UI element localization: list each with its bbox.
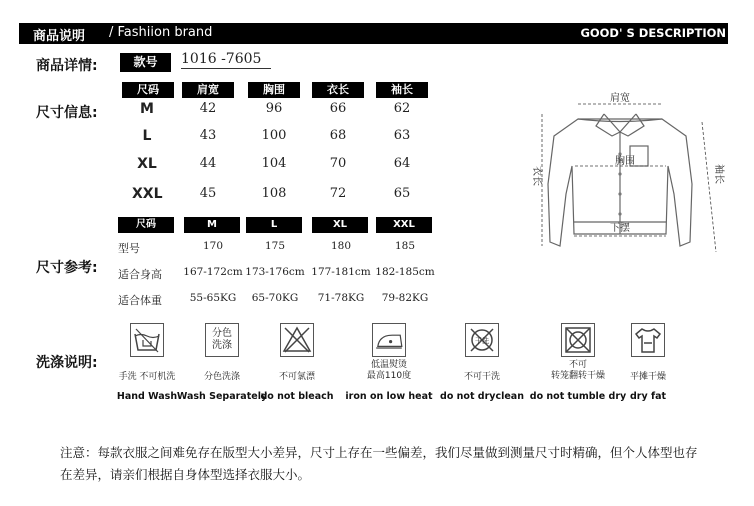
diagram-chest-label: 胸围 bbox=[615, 156, 635, 167]
size-ref-value-cell: 185 bbox=[394, 240, 416, 252]
size-ref-value-cell: 71-78KG bbox=[317, 292, 365, 304]
size-ref-value-cell: 177-181cm bbox=[311, 266, 371, 278]
care-label-en: do not bleach bbox=[260, 391, 334, 402]
details-label: 商品详情: bbox=[36, 58, 98, 74]
size-ref-header: 尺码 bbox=[118, 217, 174, 233]
size-info-value-cell: 44 bbox=[199, 156, 217, 171]
size-info-header: 衣长 bbox=[312, 82, 364, 98]
size-ref-header: M bbox=[184, 217, 240, 233]
no-dryclean-icon bbox=[465, 323, 499, 357]
header-title-cn: 商品说明 bbox=[33, 29, 86, 44]
dryclean-icon-text: 干洗 bbox=[475, 337, 489, 345]
care-label-cn: 不可氯漂 bbox=[278, 372, 315, 382]
size-info-label: 尺寸信息: bbox=[36, 105, 98, 121]
care-label-cn: 不可干洗 bbox=[463, 372, 500, 382]
size-info-value-cell: 104 bbox=[261, 156, 287, 171]
size-ref-row-label: 适合体重 bbox=[118, 294, 162, 307]
size-info-value-cell: 68 bbox=[329, 128, 347, 143]
size-info-value-cell: 72 bbox=[329, 186, 347, 201]
size-info-value-cell: 63 bbox=[393, 128, 411, 143]
diagram-hem-label: 下摆 bbox=[610, 223, 630, 234]
size-info-value-cell: 64 bbox=[393, 156, 411, 171]
care-label-en: do not tumble dry bbox=[529, 391, 627, 402]
hand-wash-icon bbox=[130, 323, 164, 357]
size-ref-value-cell: 173-176cm bbox=[245, 266, 305, 278]
size-info-value-cell: 108 bbox=[261, 186, 287, 201]
low-iron-icon bbox=[372, 323, 406, 357]
size-info-size-cell: M bbox=[140, 101, 154, 117]
size-info-header: 尺码 bbox=[122, 82, 174, 98]
diagram-sleeve-label: 袖长 bbox=[713, 164, 724, 184]
size-info-header: 肩宽 bbox=[182, 82, 234, 98]
size-ref-value-cell: 55-65KG bbox=[189, 292, 237, 304]
size-info-value-cell: 62 bbox=[393, 101, 411, 116]
size-info-size-cell: XXL bbox=[132, 186, 163, 202]
wash-separately-icon: 分色 洗涤 bbox=[205, 323, 239, 357]
model-value: 1016 -7605 bbox=[181, 51, 271, 69]
header-bar bbox=[19, 23, 728, 44]
care-label-en: iron on low heat bbox=[345, 391, 433, 402]
size-ref-value-cell: 175 bbox=[264, 240, 286, 252]
care-label-en: do not dryclean bbox=[440, 391, 524, 402]
header-title-en: / Fashiion brand bbox=[109, 25, 213, 40]
shirt-diagram bbox=[520, 74, 732, 264]
diagram-length-label: 衣长 bbox=[531, 166, 542, 186]
size-ref-value-cell: 79-82KG bbox=[381, 292, 429, 304]
care-label-cn: 低温熨烫 最高110度 bbox=[366, 360, 412, 381]
header-right-title: GOOD' S DESCRIPTION bbox=[580, 26, 726, 40]
size-ref-value-cell: 167-172cm bbox=[183, 266, 243, 278]
size-info-value-cell: 43 bbox=[199, 128, 217, 143]
size-info-size-cell: XL bbox=[137, 156, 157, 172]
size-info-header: 袖长 bbox=[376, 82, 428, 98]
size-ref-value-cell: 65-70KG bbox=[251, 292, 299, 304]
size-info-value-cell: 45 bbox=[199, 186, 217, 201]
size-info-value-cell: 70 bbox=[329, 156, 347, 171]
size-info-value-cell: 66 bbox=[329, 101, 347, 116]
size-ref-header: XL bbox=[312, 217, 368, 233]
care-label-cn: 分色洗涤 bbox=[203, 372, 240, 382]
size-ref-row-label: 型号 bbox=[118, 242, 140, 255]
size-ref-header: L bbox=[246, 217, 302, 233]
size-ref-label: 尺寸参考: bbox=[36, 260, 98, 276]
care-label-cn: 手洗 不可机洗 bbox=[118, 372, 176, 382]
size-ref-value-cell: 180 bbox=[330, 240, 352, 252]
care-label-cn: 不可 转笼翻转干燥 bbox=[550, 360, 605, 381]
size-ref-row-label: 适合身高 bbox=[118, 268, 162, 281]
care-label-en: dry fat bbox=[629, 391, 667, 402]
size-info-size-cell: L bbox=[142, 128, 152, 144]
dry-flat-icon bbox=[631, 323, 665, 357]
model-label: 款号 bbox=[120, 53, 171, 72]
size-ref-header: XXL bbox=[376, 217, 432, 233]
size-note: 注意：每款衣服之间难免存在版型大小差异，尺寸上存在一些偏差，我们尽量做到测量尺寸时精确，但个人体型也存在差异，请亲们根据自身体型选择衣服大小。 bbox=[60, 445, 698, 482]
care-label: 洗涤说明: bbox=[36, 355, 98, 371]
no-bleach-icon bbox=[280, 323, 314, 357]
size-info-header: 胸围 bbox=[248, 82, 300, 98]
diagram-shoulder-label: 肩宽 bbox=[610, 93, 630, 104]
size-info-value-cell: 42 bbox=[199, 101, 217, 116]
size-info-value-cell: 96 bbox=[265, 101, 283, 116]
size-ref-value-cell: 170 bbox=[202, 240, 224, 252]
size-info-value-cell: 65 bbox=[393, 186, 411, 201]
care-label-en: Wash Separately bbox=[176, 391, 268, 402]
care-label-cn: 平摊干燥 bbox=[629, 372, 666, 382]
size-ref-value-cell: 182-185cm bbox=[375, 266, 435, 278]
size-info-value-cell: 100 bbox=[261, 128, 287, 143]
no-tumble-dry-icon bbox=[561, 323, 595, 357]
care-label-en: Hand Wash bbox=[116, 391, 178, 402]
